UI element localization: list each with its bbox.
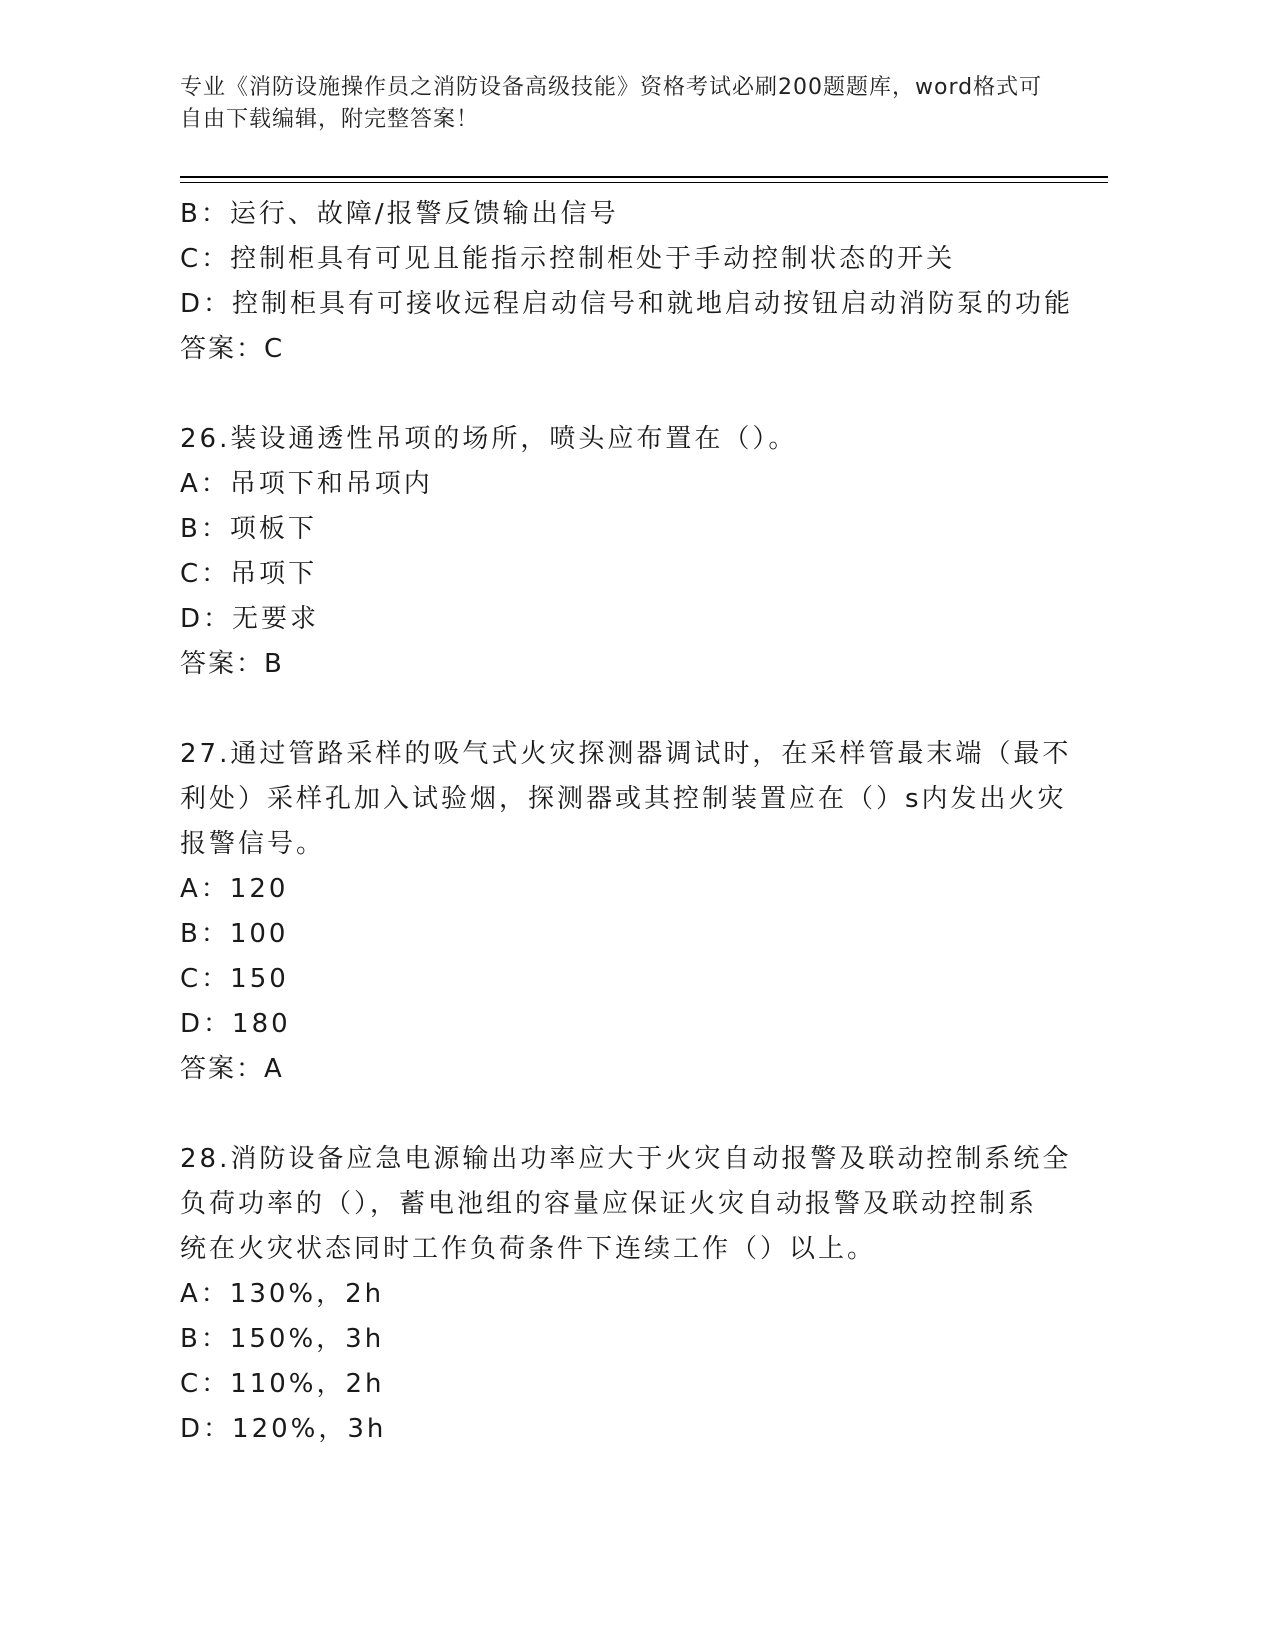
question-stem: 28.消防设备应急电源输出功率应大于火灾自动报警及联动控制系统全 bbox=[180, 1144, 1072, 1174]
question-stem: 负荷功率的（），蓄电池组的容量应保证火灾自动报警及联动控制系 bbox=[180, 1189, 1038, 1219]
option-line: D：120%，3h bbox=[180, 1414, 387, 1444]
previous-question-tail bbox=[180, 192, 1080, 372]
header-rule-thick bbox=[180, 176, 1108, 178]
option-line: D：无要求 bbox=[180, 604, 320, 634]
option-line: C：吊项下 bbox=[180, 559, 318, 589]
option-line: A：吊项下和吊项内 bbox=[180, 469, 433, 499]
question-stem: 利处）采样孔加入试验烟，探测器或其控制装置应在（）s内发出火灾 bbox=[180, 784, 1067, 814]
question-content bbox=[180, 192, 1080, 1452]
spacer bbox=[180, 372, 1080, 417]
option-line: C：150 bbox=[180, 964, 289, 994]
answer-line: 答案：B bbox=[180, 649, 284, 679]
question-28 bbox=[180, 1137, 1080, 1452]
option-line: C：控制柜具有可见且能指示控制柜处于手动控制状态的开关 bbox=[180, 244, 956, 274]
option-line: A：120 bbox=[180, 874, 289, 904]
option-line: C：110%，2h bbox=[180, 1369, 385, 1399]
document-header: 专业《消防设施操作员之消防设备高级技能》资格考试必刷200题题库，word格式可自由下载编辑，附完整答案！ bbox=[180, 75, 1043, 132]
spacer bbox=[180, 1092, 1080, 1137]
answer-line: 答案：C bbox=[180, 334, 285, 364]
question-stem: 报警信号。 bbox=[180, 829, 326, 859]
option-line: B：项板下 bbox=[180, 514, 317, 544]
question-stem: 统在火灾状态同时工作负荷条件下连续工作（）以上。 bbox=[180, 1234, 877, 1264]
option-line: B：运行、故障/报警反馈输出信号 bbox=[180, 199, 619, 229]
option-line: D：180 bbox=[180, 1009, 291, 1039]
question-stem: 26.装设通透性吊项的场所，喷头应布置在（）。 bbox=[180, 424, 798, 454]
option-line: B：100 bbox=[180, 919, 289, 949]
question-stem: 27.通过管路采样的吸气式火灾探测器调试时，在采样管最末端（最不 bbox=[180, 739, 1072, 769]
option-line: D：控制柜具有可接收远程启动信号和就地启动按钮启动消防泵的功能 bbox=[180, 289, 1074, 319]
question-27 bbox=[180, 732, 1080, 1092]
spacer bbox=[180, 687, 1080, 732]
option-line: B：150%，3h bbox=[180, 1324, 385, 1354]
question-26 bbox=[180, 417, 1080, 687]
header-rule-thin bbox=[180, 182, 1108, 183]
option-line: A：130%，2h bbox=[180, 1279, 385, 1309]
answer-line: 答案：A bbox=[180, 1054, 284, 1084]
